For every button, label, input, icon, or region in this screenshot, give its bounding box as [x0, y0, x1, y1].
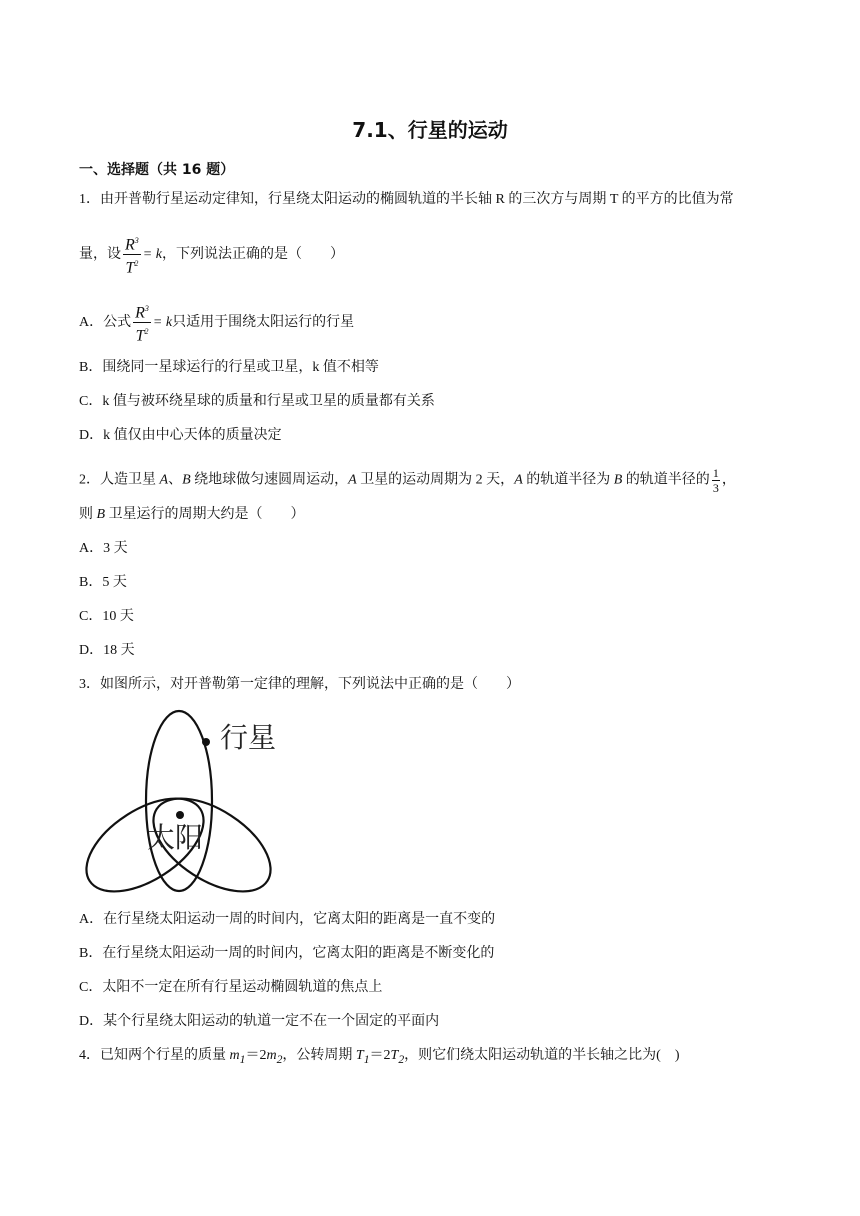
q1-option-a: A．公式 $\frac{R^3}{T^2}$ = k只适用于围绕太阳运行的行星: [79, 300, 354, 346]
q1-formula: [123, 232, 141, 278]
formula-r-exp: 3: [134, 236, 139, 245]
q1-option-b: B．围绕同一星球运行的行星或卫星，k 值不相等: [79, 360, 379, 375]
q3-option-d: D．某个行星绕太阳运动的轨道一定不在一个固定的平面内: [79, 1014, 440, 1029]
q1-stem-post: ，下列说法正确的是（ ）: [161, 247, 344, 263]
q2-option-b: B．5 天: [79, 575, 127, 590]
section-heading: 一、选择题（共 16 题）: [79, 162, 235, 178]
q3-option-c: C．太阳不一定在所有行星运动椭圆轨道的焦点上: [79, 980, 383, 995]
q2-option-c: C．10 天: [79, 609, 134, 624]
q3-stem: 3．如图所示，对开普勒第一定律的理解，下列说法中正确的是（ ）: [79, 677, 520, 692]
q4-stem: 4．已知两个行星的质量 $m_1=2m_2$，公转周期 $T_1=2T_2$，则它们绕太阳运动轨道的半长轴之比为( ): [79, 1048, 680, 1066]
q2-option-a: A．3 天: [79, 541, 128, 556]
q1-opt-a-formula: $\frac{R^3}{T^2}$: [133, 300, 151, 346]
planet-label: 行星: [220, 721, 277, 754]
q1-option-c: C．k 值与被环绕星球的质量和行星或卫星的质量都有关系: [79, 394, 435, 409]
sun-label: 太阳: [147, 821, 204, 854]
q1-stem-pre: 量，设: [79, 247, 121, 263]
formula-rhs: = k: [142, 247, 162, 263]
q2-stem-line2: 则 B 卫星运行的周期大约是（ ）: [79, 507, 305, 522]
formula-t: T: [125, 259, 135, 277]
formula-t-exp: 2: [134, 259, 139, 269]
sun-dot: [176, 811, 184, 819]
q2-option-d: D．18 天: [79, 643, 135, 658]
q1-opt-a-post: 只适用于围绕太阳运行的行星: [172, 315, 355, 331]
q1-option-d: D．k 值仅由中心天体的质量决定: [79, 428, 282, 443]
q1-opt-a-pre: A．公式: [79, 315, 132, 331]
q3-option-b: B．在行星绕太阳运动一周的时间内，它离太阳的距离是不断变化的: [79, 946, 495, 961]
q2-stem-line1: 2．人造卫星 A、B 绕地球做匀速圆周运动，A 卫星的运动周期为 2 天，A 的轨道半径为 B 的轨道半径的 $\frac{1}{3}$ ，: [79, 466, 736, 495]
q3-option-a: A．在行星绕太阳运动一周的时间内，它离太阳的距离是一直不变的: [79, 912, 496, 927]
q1-stem-line2: [79, 232, 344, 278]
q2-fraction: $\frac{1}{3}$: [712, 466, 719, 495]
q1-stem-line1: 1．由开普勒行星运动定律知，行星绕太阳运动的椭圆轨道的半长轴 R 的三次方与周期 T 的平方的比值为常: [79, 192, 734, 207]
page-title: 7.1、行星的运动: [352, 118, 508, 142]
planet-dot: [202, 738, 210, 746]
formula-r: R: [125, 236, 135, 254]
orbit-figure: [80, 705, 310, 895]
